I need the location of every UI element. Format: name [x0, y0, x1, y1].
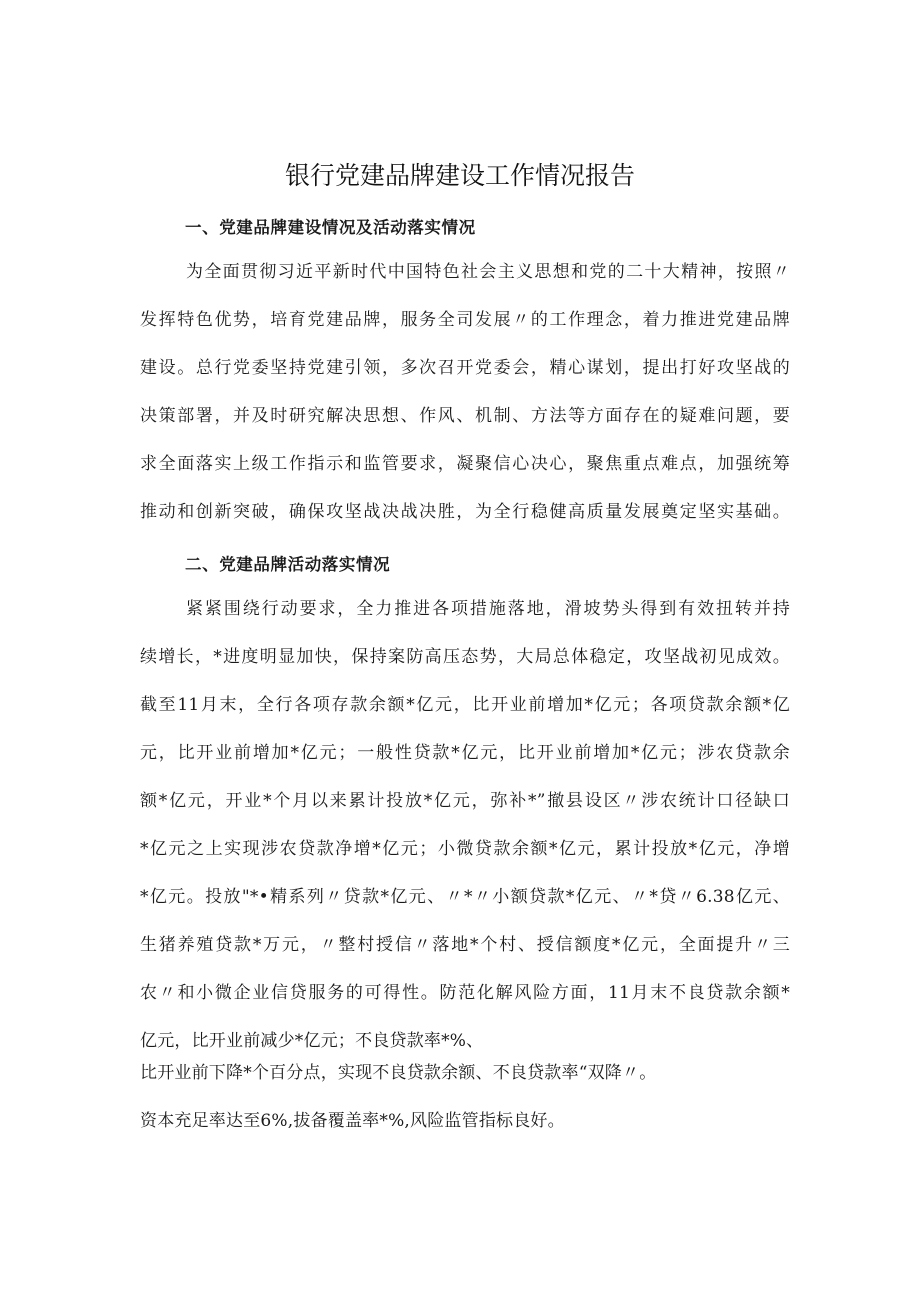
- paragraph-line: 截至11月末，全行各项存款余额*亿元，比开业前增加*亿元；各项贷款余额*亿: [140, 695, 790, 715]
- paragraph-line: 推动和创新突破，确保攻坚战决战决胜，为全行稳健高质量发展奠定坚实基础。: [140, 502, 790, 522]
- paragraph-line: 求全面落实上级工作指示和监管要求，凝聚信心决心，聚焦重点难点，加强统筹: [140, 454, 790, 474]
- paragraph-line: 紧紧围绕行动要求，全力推进各项措施落地，滑坡势头得到有效扭转并持: [186, 599, 790, 619]
- paragraph-line: *亿元之上实现涉农贷款净增*亿元；小微贷款余额*亿元，累计投放*亿元，净增: [140, 839, 790, 859]
- paragraph-line: 生猪养殖贷款*万元，〃整村授信〃落地*个村、授信额度*亿元，全面提升〃三: [140, 935, 790, 955]
- paragraph-line: 元，比开业前增加*亿元；一般性贷款*亿元，比开业前增加*亿元；涉农贷款余: [140, 743, 790, 763]
- section-heading-1: 一、党建品牌建设情况及活动落实情况: [185, 218, 476, 237]
- paragraph-line: 续增长，*进度明显加快，保持案防高压态势，大局总体稳定，攻坚战初见成效。: [140, 647, 790, 667]
- paragraph-line: 决策部署，并及时研究解决思想、作风、机制、方法等方面存在的疑难问题，要: [140, 406, 790, 426]
- paragraph-line: 建设。总行党委坚持党建引领，多次召开党委会，精心谋划，提出打好攻坚战的: [140, 358, 790, 378]
- paragraph-line: 为全面贯彻习近平新时代中国特色社会主义思想和党的二十大精神，按照〃: [186, 262, 790, 282]
- section-heading-2: 二、党建品牌活动落实情况: [185, 555, 391, 574]
- paragraph-line: 资本充足率达至6%,拔备覆盖率*%,风险监管指标良好。: [140, 1111, 565, 1131]
- paragraph-line: 额*亿元，开业*个月以来累计投放*亿元，弥补*”撤县设区〃涉农统计口径缺口: [140, 791, 790, 811]
- paragraph-line: 亿元，比开业前减少*亿元；不良贷款率*%、: [140, 1031, 484, 1051]
- paragraph-line: 农〃和小微企业信贷服务的可得性。防范化解风险方面，11月末不良贷款余额*: [140, 983, 790, 1003]
- paragraph-line: 比开业前下降*个百分点，实现不良贷款余额、不良贷款率“双降〃。: [140, 1063, 657, 1083]
- paragraph-line: 发挥特色优势，培育党建品牌，服务全司发展〃的工作理念，着力推进党建品牌: [140, 310, 790, 330]
- document-title: 银行党建品牌建设工作情况报告: [284, 161, 635, 190]
- paragraph-line: *亿元。投放"*•精系列〃贷款*亿元、〃*〃小额贷款*亿元、〃*贷〃6.38亿元、: [140, 887, 790, 907]
